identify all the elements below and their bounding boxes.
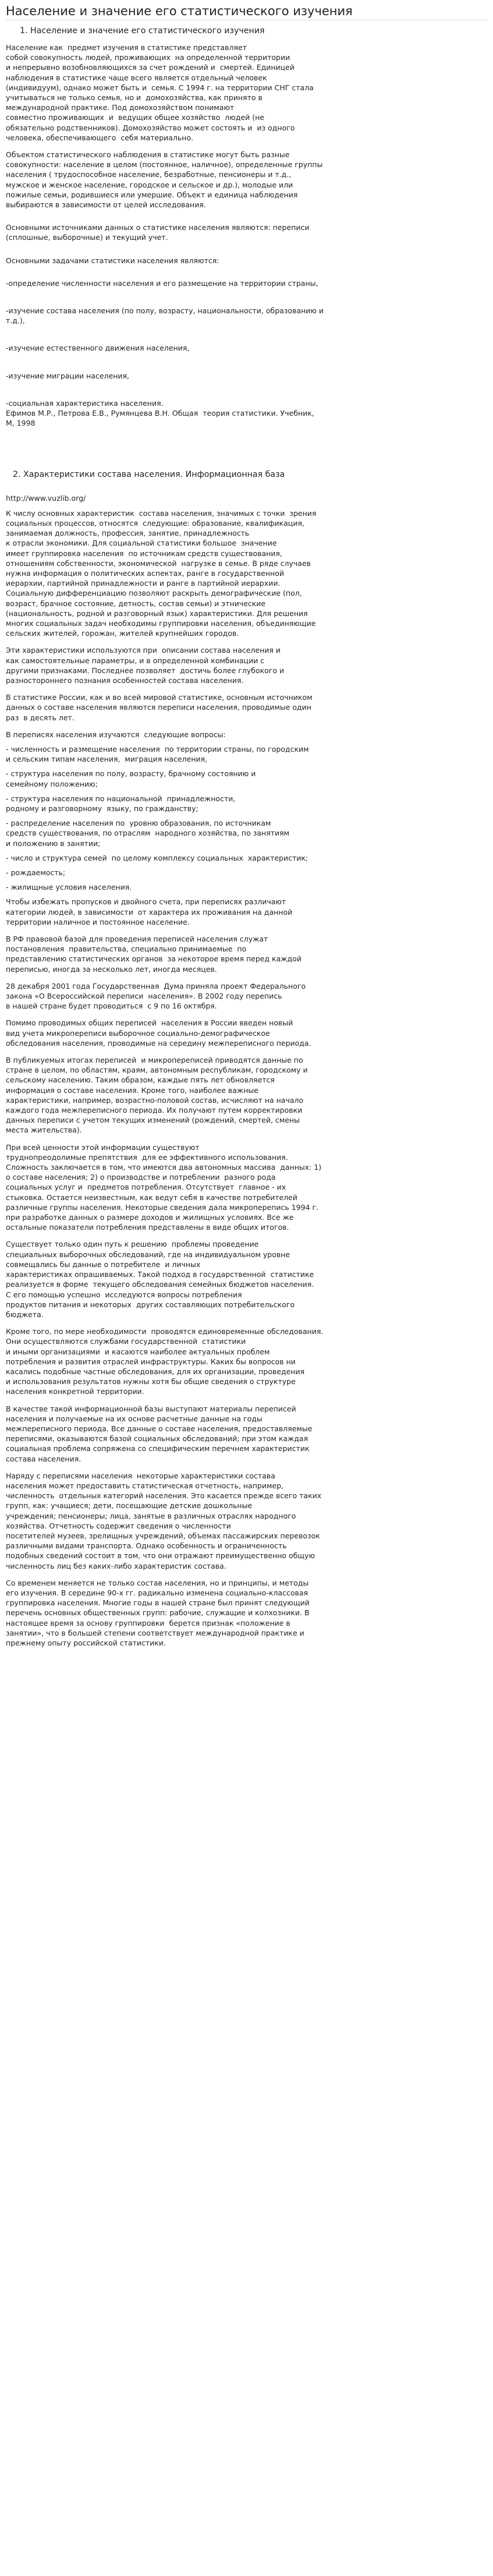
section-2-heading: 2. Характеристики состава населения. Информационная база (13, 470, 285, 480)
paragraph: Основными задачами статистики населения являются: (6, 256, 219, 265)
paragraph: -изучение состава населения (по полу, возрасту, национальности, образованию и т.д.), (6, 306, 324, 325)
paragraph: Помимо проводимых общих переписей населения в России введен новый вид учета микропереписи выборочное социально-демографическое обследования населения, проводимые на середину межпереписного периода. (6, 1018, 311, 1048)
paragraph: В РФ правовой базой для проведения переписей населения служат постановления правительства, специально принимаемые по представлению статистических органов за некоторое время перед каждой переписью, иногда за несколько лет, иногда месяцев. (6, 935, 302, 974)
paragraph: Население как предмет изучения в статистике представляет собой совокупность людей, проживающих на определенной территории и непрерывно возобновляющихся за счет рождений и смертей. Единицей наблюдения в статистике чаще всего является отдельный человек (индивидуум), однако может быть и семья. С 1994 г. на территории СНГ стала учитываться не только семья, но и домохозяйства, как принято в международной практике. Под домохозяйством понимают совместно проживающих и ведущих общее хозяйство людей (не обязательно родственников). Домохозяйство может состоять и из одного человека, обеспечивающего себя материально. (6, 43, 314, 142)
list-item: - структура населения по полу, возрасту, брачному состоянию и семейному положению; (6, 769, 256, 788)
paragraph: Объектом статистического наблюдения в статистике могут быть разные совокупности: население в целом (постоянное, наличное), определенные группы населения ( трудоспособное население, безработные, пенсионеры и т.д., мужское и женское население, городское и сельское и др.), молодые или пожилые семьи, родившиеся или умершие. Объект и единица наблюдения выбираются в зависимости от целей исследования. (6, 150, 323, 210)
paragraph: В статистике России, как и во всей мировой статистике, основным источником данных о составе населения являются переписи населения, проводимые один раз в десять лет. (6, 693, 313, 722)
section-1-heading: 1. Население и значение его статистического изучения (20, 26, 265, 36)
paragraph: -изучение миграции населения, (6, 371, 130, 380)
paragraph: Существует только один путь к решению проблемы проведение специальных выборочных обследований, где на индивидуальном уровне совмещались бы данные о потребителе и личных характеристиках опрашиваемых. Такой подход в государственной статистике реализуется в форме текущего обследования семейных бюджетов населения. С его помощью успешно исследуются вопросы потребления продуктов питания и некоторых других составляющих потребительского бюджета. (6, 1240, 314, 1319)
paragraph: В публикуемых итогах переписей и микропереписей приводятся данные по стране в целом, по областям, краям, автономным республикам, городскому и сельскому населению. Таким образом, каждые пять лет обновляется информация о составе населения. Кроме того, наиболее важные характеристики, например, возрастно-половой состав, исчисляют на начало каждого года межпереписного периода. Их получают путем корректировки данных переписи с учетом текущих изменений (рождений, смертей, смены места жительства). (6, 1056, 308, 1135)
paragraph: Основными источниками данных о статистике населения являются: переписи (сплошные, выборочные) и текущий учет. (6, 223, 310, 242)
paragraph: Чтобы избежать пропусков и двойного счета, при переписях различают категории людей, в зависимости от характера их проживания на данной территории наличное и постоянное население. (6, 897, 293, 926)
section-2-body (6, 493, 487, 1648)
list-item: - число и структура семей по целому комплексу социальных характеристик; (6, 853, 308, 862)
list-item: - рождаемость; (6, 868, 66, 877)
page-title: Население и значение его статистического изучения (6, 3, 487, 20)
paragraph: -социальная характеристика населения. Ефимов М.Р., Петрова Е.В., Румянцева В.Н. Общая теория статистики. Учебник, М, 1998 (6, 398, 314, 428)
paragraph: Наряду с переписями населения некоторые характеристики состава населения может предоставить статистическая отчетность, например, численность отдельных категорий населения. Это касается прежде всего таких групп, как: учащиеся; дети, посещающие детские дошкольные учреждения; пенсионеры; лица, занятые в различных отраслях народного хозяйства. Отчетность содержит сведения о численности посетителей музеев, зрелищных учреждений, объемах пассажирских перевозок различными видами транспорта. Однако особенность и ограниченность подобных сведений состоит в том, что они отражают преимущественно общую численность лиц без каких-либо характеристик состава. (6, 1471, 322, 1570)
paragraph: Со временем меняется не только состав населения, но и принципы, и методы его изучения. В середине 90-х гг. радикально изменена социально-классовая группировка населения. Многие годы в нашей стране был принят следующий перечень основных общественных групп: рабочие, служащие и колхозники. В настоящее время за основу группировки берется признак «положение в занятии», что в большей степени соответствует международной практике и прежнему опыту российской статистики. (6, 1578, 310, 1647)
list-item: - распределение населения по уровню образования, по источникам средств существования, по отраслям народного хозяйства, по занятиям и положению в занятии; (6, 819, 290, 848)
paragraph: -определение численности населения и его размещение на территории страны, (6, 278, 318, 288)
source-url[interactable]: http://www.vuzlib.org/ (6, 494, 86, 503)
paragraph: -изучение естественного движения населения, (6, 344, 190, 353)
section-1-body (6, 43, 487, 428)
paragraph: При всей ценности этой информации существуют труднопреодолимые препятствия для ее эффективного использования. Сложность заключается в том, что имеются два автономных массива данных: 1) о составе населения; 2) о производстве и потреблении разного рода социальных услуг и предметов потребления. Отсутствует главное - их стыковка. Остается неизвестным, как ведут себя в качестве потребителей различные группы населения. Некоторые сведения дала микроперепись 1994 г. при разработке данных о размере доходов и жилищных условиях. Все же остальные показатели потребления представлены в виде общих итогов. (6, 1142, 322, 1232)
list-item: - численность и размещение населения по территории страны, по городским и сельским типам населения, миграция населения, (6, 744, 309, 764)
paragraph: 28 декабря 2001 года Государственная Дума приняла проект Федерального закона «О Всероссийской переписи населения». В 2002 году перепись в нашей стране будет проводиться с 9 по 16 октября. (6, 981, 306, 1011)
list-item: - жилищные условия населения. (6, 883, 132, 892)
paragraph: Кроме того, по мере необходимости проводятся единовременные обследования. Они осуществляются службами государственной статистики и иными организациями и касаются наиболее актуальных проблем потребления и развития отраслей инфраструктуры. Каких бы вопросов ни касались подобные частные обследования, для их организации, проведения и использования результатов нужны хотя бы общие сведения о структуре населения конкретной территории. (6, 1327, 324, 1396)
paragraph: К числу основных характеристик состава населения, значимых с точки зрения социальных процессов, относятся следующие: образование, квалификация, занимаемая должность, профессия, занятие, принадлежность к отрасли экономики. Для социальной статистики большое значение имеет группировка населения по источникам средств существования, отношениям собственности, экономической нагрузке в семье. В ряде случаев нужна информация о политических аспектах, ранге в государственной иерархии, партийной принадлежности и ранге в партийной иерархии. Социальную дифференциацию позволяют раскрыть демографические (пол, возраст, брачное состояние, детность, состав семьи) и этнические (национальность, родной и разговорный язык) характеристики. Для решения многих социальных задач необходимы группировки населения, объединяющие сельских жителей, горожан, жителей крупнейших городов. (6, 508, 317, 638)
paragraph: В качестве такой информационной базы выступают материалы переписей населения и получаемые на их основе расчетные данные на годы межпереписного периода. Все данные о составе населения, предоставляемые переписями, оказываются базой социальных обследований; при этом каждая социальная проблема сопряжена со специфическим перечнем характеристик состава населения. (6, 1404, 313, 1463)
paragraph: В переписях населения изучаются следующие вопросы: (6, 730, 226, 739)
source-link[interactable] (6, 493, 487, 503)
list-item: - структура населения по национальной принадлежности, родному и разговорному языку, по гражданству; (6, 794, 236, 813)
paragraph: Эти характеристики используются при описании состава населения и как самостоятельные параметры, и в определенной комбинации с другими признаками. Последнее позволяет достичь более глубокого и разностороннего познания особенностей состава населения. (6, 646, 285, 685)
